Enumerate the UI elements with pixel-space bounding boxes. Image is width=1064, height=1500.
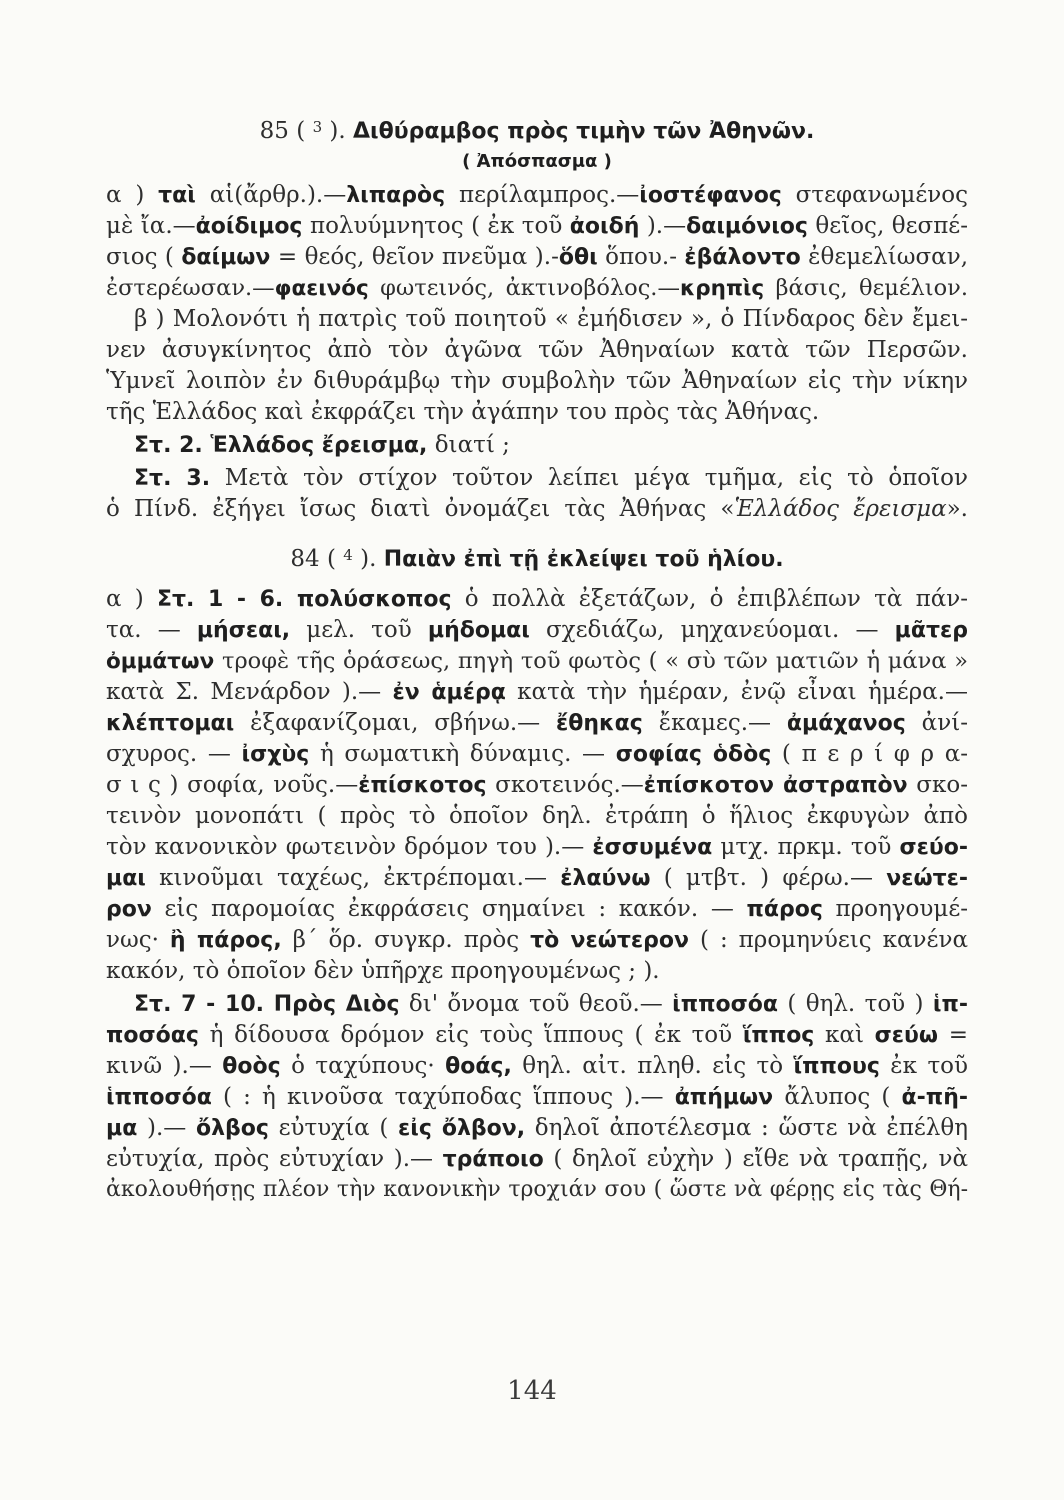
body-line: τὸν κανονικὸν φωτεινὸν δρόμον του ).— ἐσσυμένα μτχ. πρκμ. τοῦ σεύο- [106, 834, 968, 860]
body-line: σιος ( δαίμων = θεός, θεῖον πνεῦμα ).-ὅθι ὅπου.- ἐβάλοντο ἐθεμελίωσαν, [106, 244, 969, 270]
body-line: κινῶ ).— θοὸς ὁ ταχύπους· θοάς, θηλ. αἰτ. πληθ. εἰς τὸ ἵππους ἐκ τοῦ [106, 1053, 969, 1079]
body-line: Στ. 7 - 10. Πρὸς Διὸς δι' ὄνομα τοῦ θεοῦ.— ἱπποσόα ( θηλ. τοῦ ) ἱπ- [134, 991, 968, 1017]
body-line: ἐστερέωσαν.—φαεινός φωτεινός, ἀκτινοβόλος.—κρηπὶς βάσις, θεμέλιον. [106, 275, 968, 301]
body-line: τῆς Ἑλλάδος καὶ ἐκφράζει τὴν ἀγάπην του πρὸς τὰς Ἀθήνας. [106, 399, 820, 425]
body-line: ρον εἰς παρομοίας ἐκφράσεις σημαίνει : κακόν. — πάρος προηγουμέ- [106, 896, 969, 922]
body-line: σχυρος. — ἰσχὺς ἡ σωματικὴ δύναμις. — σοφίας ὁδὸς ( π ε ρ ί φ ρ α- [106, 741, 969, 767]
section-84-title: Παιὰν ἐπὶ τῇ ἐκλείψει τοῦ ἡλίου. [383, 547, 784, 572]
body-line: μαι κινοῦμαι ταχέως, ἐκτρέπομαι.— ἐλαύνω ( μτβτ. ) φέρω.— νεώτε- [106, 865, 968, 891]
body-line: κλέπτομαι ἐξαφανίζομαι, σβήνω.— ἔθηκας ἔκαμες.— ἀμάχανος ἀνί- [106, 710, 968, 736]
section-85-heading: 85 ( $^3$ ). Διθύραμβος πρὸς τιμὴν τῶν Ἀθηνῶν. [259, 118, 815, 144]
body-line: ἀκολουθήσῃς πλέον τὴν κανονικὴν τροχιάν σου ( ὥστε νὰ φέρῃς εἰς τὰς Θή- [106, 1177, 968, 1202]
body-line: νως· ἢ πάρος, β΄ ὅρ. συγκρ. πρὸς τὸ νεώτερον ( : προμηνύεις κανένα [106, 927, 968, 953]
body-line: ὁ Πίνδ. ἐξήγει ἴσως διατὶ ὀνομάζει τὰς Ἀθήνας «Ἑλλάδος ἔρεισμα». [106, 496, 968, 522]
body-line: ὀμμάτων τροφὲ τῆς ὁράσεως, πηγὴ τοῦ φωτὸς ( « σὺ τῶν ματιῶν ἡ μάνα » [106, 648, 968, 674]
body-line: σ ι ς ) σοφία, νοῦς.—ἐπίσκοτος σκοτεινός.—ἐπίσκοτον ἀστραπὸν σκο- [106, 772, 968, 798]
body-line: Ὑμνεῖ λοιπὸν ἐν διθυράμβῳ τὴν συμβολὴν τῶν Ἀθηναίων εἰς τὴν νίκην [106, 368, 968, 394]
body-line: ἱπποσόα ( : ἡ κινοῦσα ταχύποδας ἵππους ).— ἀπήμων ἄλυπος ( ἀ-πῆ- [106, 1084, 968, 1110]
body-line: κατὰ Σ. Μενάρδον ).— ἐν ἁμέρᾳ κατὰ τὴν ἡμέραν, ἐνῷ εἶναι ἡμέρα.— [106, 679, 968, 705]
body-line: α ) Στ. 1 - 6. πολύσκοπος ὁ πολλὰ ἐξετάζων, ὁ ἐπιβλέπων τὰ πάν- [106, 586, 968, 612]
body-line: ποσόας ἡ δίδουσα δρόμον εἰς τοὺς ἵππους ( ἐκ τοῦ ἵππος καὶ σεύω = [106, 1022, 968, 1048]
section-84-heading: 84 ( $^4$ ). Παιὰν ἐπὶ τῇ ἐκλείψει τοῦ ἡλίου. [290, 546, 784, 572]
body-line: νεν ἀσυγκίνητος ἀπὸ τὸν ἀγῶνα τῶν Ἀθηναίων κατὰ τῶν Περσῶν. [106, 337, 968, 363]
section-85-subtitle: ( Ἀπόσπασμα ) [462, 151, 612, 172]
body-line: α ) ταὶ αἱ(ἄρθρ.).—λιπαρὸς περίλαμπρος.—ἰοστέφανος στεφανωμένος [106, 182, 968, 208]
body-line: εὐτυχία, πρὸς εὐτυχίαν ).— τράποιο ( δηλοῖ εὐχὴν ) εἴθε νὰ τραπῇς, νὰ [106, 1146, 968, 1172]
body-line: β ) Μολονότι ἡ πατρὶς τοῦ ποιητοῦ « ἐμήδισεν », ὁ Πίνδαρος δὲν ἔμει- [134, 306, 968, 332]
body-line: κακόν, τὸ ὁποῖον δὲν ὑπῆρχε προηγουμένως ; ). [106, 958, 660, 984]
body-line: Στ. 3. Μετὰ τὸν στίχον τοῦτον λείπει μέγα τμῆμα, εἰς τὸ ὁποῖον [134, 465, 968, 491]
body-line: τεινὸν μονοπάτι ( πρὸς τὸ ὁποῖον δηλ. ἐτράπη ὁ ἥλιος ἐκφυγὼν ἀπὸ [106, 803, 968, 829]
page-number: 144 [507, 1376, 557, 1406]
body-line: τα. — μήσεαι, μελ. τοῦ μήδομαι σχεδιάζω, μηχανεύομαι. — μᾶτερ [106, 617, 968, 643]
body-line: μα ).— ὄλβος εὐτυχία ( εἰς ὄλβον, δηλοῖ ἀποτέλεσμα : ὥστε νὰ ἐπέλθη [106, 1115, 968, 1141]
body-line: Στ. 2. Ἑλλάδος ἔρεισμα, διατί ; [134, 432, 510, 458]
section-85-title: Διθύραμβος πρὸς τιμὴν τῶν Ἀθηνῶν. [353, 119, 815, 144]
body-line: μὲ ἴα.—ἀοίδιμος πολυύμνητος ( ἐκ τοῦ ἀοιδή ).—δαιμόνιος θεῖος, θεσπέ- [106, 213, 968, 239]
